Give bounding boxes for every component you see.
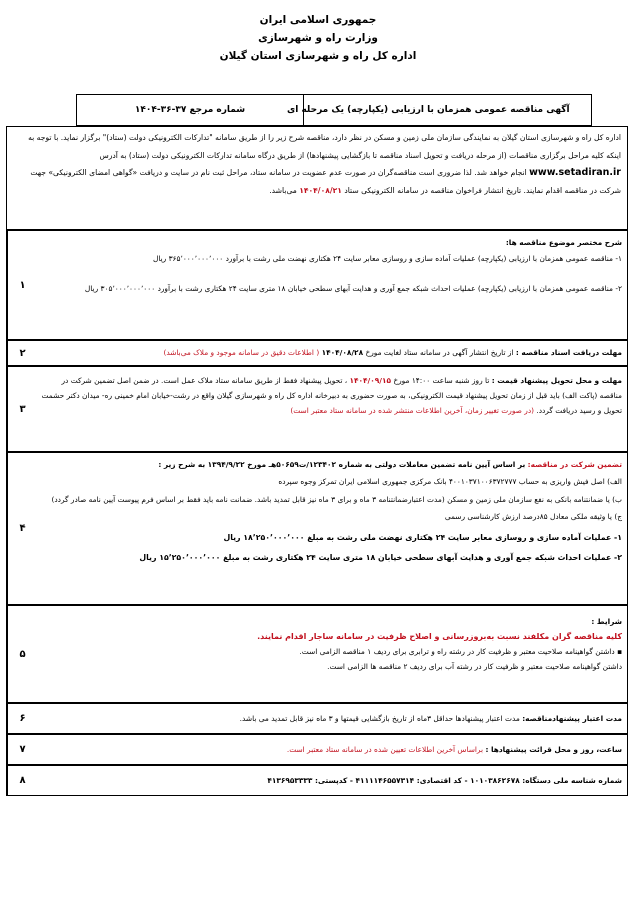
condition-1: داشتن گواهینامه صلاحیت معتبر و ظرفیت کار در رشته راه و ترابری برای ردیف ۱ مناقصه الزامی است. bbox=[299, 647, 615, 656]
publish-date: ۱۴۰۴/۰۸/۲۱ bbox=[299, 185, 342, 195]
row-number: ۷ bbox=[7, 735, 37, 764]
guarantee-amount-1: ۱- عملیات آماده سازی و روسازی معابر سایت ۲۴ هکتاری نهضت ملی رشت به مبلغ ۱۸٬۲۵۰٬۰۰۰٬۰۰۰ ریال bbox=[223, 533, 622, 542]
tender-item-2: ۲- مناقصه عمومی همزمان با ارزیابی (یکپارچه) عملیات احداث شبکه جمع آوری و هدایت آبهای سطحی خیابان ۱۸ متری سایت ۲۴ هکتاری رشت با برآورد ۳۰۵٬۰۰۰٬۰۰۰٬۰۰۰ ریال bbox=[84, 284, 622, 293]
row-3-text-2: ، تحویل پیشنهاد فقط از طریق سامانه ستاد ملاک عمل است. در ضمن اصل تضمین شرکت در مناقصه (پاکت الف) باید قبل از زمان تحویل پیشنهاد قیمت الکترونیکی، به صورت حضوری به دبیرخانه اداره کل راه و شهرسازی گیلان واقع در رشت-خیابان امام خمینی ره- میدان دکتر حشمت تحویل و رسید دریافت گردد. bbox=[41, 376, 622, 415]
row-number: ۱ bbox=[7, 231, 37, 339]
header-line-1: جمهوری اسلامی ایران bbox=[259, 14, 377, 26]
row-7-text: براساس آخرین اطلاعات تعیین شده در سامانه ستاد معتبر است. bbox=[286, 745, 484, 754]
row-4-heading-2: بر اساس آیین نامه تضمین معاملات دولتی به شماره ۱۲۳۴۰۲/ت۵۰۶۵۹هـ مورخ ۱۳۹۴/۹/۲۲ به شرح زیر : bbox=[158, 460, 526, 469]
row-5 bbox=[6, 605, 628, 703]
reference-number: شماره مرجع ۳۷-۳۶-۱۴۰۴ bbox=[134, 105, 246, 115]
row-2 bbox=[6, 340, 628, 366]
guarantee-amount-2: ۲- عملیات احداث شبکه جمع آوری و هدایت آبهای سطحی خیابان ۱۸ متری سایت ۲۴ هکتاری رشت به مبلغ ۱۵٬۲۵۰٬۰۰۰٬۰۰۰ ریال bbox=[139, 552, 622, 562]
row-5-heading: شرایط : bbox=[591, 617, 622, 626]
guarantee-option-b: ب) یا ضمانتنامه بانکی به نفع سازمان ملی زمین و مسکن (مدت اعتبارضمانتنامه ۳ ماه و برای ۳ ماه نیز قابل تمدید باشد. ضمانت نامه باید فقط بر اساس فرم پیوست آیین نامه صادر گردد) bbox=[51, 495, 622, 504]
row-number: ۸ bbox=[7, 766, 37, 795]
tender-item-1: ۱- مناقصه عمومی همزمان با ارزیابی (یکپارچه) عملیات آماده سازی و روسازی معابر سایت ۲۴ هکتاری نهضت ملی رشت با برآورد ۳۶۵٬۰۰۰٬۰۰۰٬۰۰۰ ریال bbox=[152, 254, 622, 263]
guarantee-option-c: ج) یا وثیقه ملکی معادل ۸۵درصد ارزش کارشناسی رسمی bbox=[444, 511, 622, 521]
row-2-note: ( اطلاعات دقیق در سامانه موجود و ملاک می‌باشد) bbox=[163, 348, 320, 357]
row-5-warning: کلیه مناقصه گران مکلفند نسبت به‌بروزرسانی و اصلاح ظرفیت در سامانه ساجار اقدام نمایند. bbox=[257, 632, 622, 641]
intro-box bbox=[6, 126, 628, 230]
row-7 bbox=[6, 734, 628, 765]
title-divider bbox=[303, 95, 304, 125]
row-2-text: از تاریخ انتشار آگهی در سامانه ستاد لغایت مورخ bbox=[365, 348, 514, 357]
condition-2: داشتن گواهینامه صلاحیت معتبر و ظرفیت کار در رشته آب برای ردیف ۲ مناقصه ها الزامی است. bbox=[327, 662, 622, 671]
row-4-heading: تضمین شرکت در مناقصه: bbox=[527, 460, 622, 469]
row-3-text-1: تا روز شنبه ساعت ۱۴:۰۰ مورخ bbox=[393, 376, 490, 385]
intro-part-2: انجام خواهد شد. لذا ضروری است مناقصه‌گران در صورت عدم عضویت در سامانه ستاد، مراحل ثبت نام در سایت و دریافت «گواهی امضای الکترونیکی» جهت شرکت در مناقصه اقدام نمایند. تاریخ انتشار فراخوان مناقصه در سامانه الکترونیکی ستاد bbox=[30, 168, 621, 195]
header-line-3: اداره کل راه و شهرسازی استان گیلان bbox=[219, 50, 417, 62]
row-3-note: (در صورت تغییر زمان، آخرین اطلاعات منتشر شده در سامانه ستاد معتبر است) bbox=[290, 406, 535, 415]
row-6-heading: مدت اعتبار پیشنهادمناقصه: bbox=[522, 714, 622, 723]
row-6 bbox=[6, 703, 628, 734]
row-1 bbox=[6, 230, 628, 340]
row-8 bbox=[6, 765, 628, 796]
row-number: ۲ bbox=[7, 341, 37, 365]
row-7-heading: ساعت، روز و محل قرائت پیشنهادها : bbox=[485, 745, 622, 754]
row-2-heading: مهلت دریافت اسناد مناقصه : bbox=[515, 348, 622, 357]
document-deadline: ۱۴۰۴/۰۸/۲۸ bbox=[321, 348, 364, 357]
setad-url[interactable]: www.setadiran.ir bbox=[529, 167, 621, 178]
row-8-text: شماره شناسه ملی دستگاه: ۱۰۱۰۳۸۶۲۶۷۸ - کد اقتصادی: ۴۱۱۱۱۴۶۵۵۷۳۱۴ - کدپستی: ۴۱۳۶۹۵۳۳۳۳ bbox=[267, 776, 622, 785]
intro-part-1: اداره کل راه و شهرسازی استان گیلان به نمایندگی سازمان ملی زمین و مسکن در نظر دارد، مناقصه شرح زیر را از طریق سامانه "تدارکات الکترونیکی دولت (ستاد)" برگزار نماید. با توجه به اینکه کلیه مراحل برگزاری مناقصات (از مرحله دریافت و تحویل اسناد مناقصه تا بازگشایی پیشنهادها) از طریق درگاه سامانه تدارکات الکترونیکی دولت (ستاد) به آدرس bbox=[28, 133, 621, 160]
row-3 bbox=[6, 366, 628, 452]
row-number: ۴ bbox=[7, 453, 37, 604]
row-3-heading: مهلت و محل تحویل پیشنهاد قیمت : bbox=[491, 376, 622, 385]
row-number: ۶ bbox=[7, 704, 37, 733]
guarantee-option-a: الف) اصل فیش واریزی به حساب ۴۰۰۱۰۳۷۱۰۰۶۳۷۲۷۷۷ بانک مرکزی جمهوری اسلامی ایران تمرکز وجوه سپرده bbox=[278, 476, 622, 486]
title-bar bbox=[76, 94, 592, 126]
row-6-text: مدت اعتبار پیشنهادها حداقل ۳ماه از تاریخ بازگشایی قیمتها و ۳ ماه نیز قابل تمدید می باشد. bbox=[239, 714, 520, 723]
row-1-heading: شرح مختصر موضوع مناقصه ها: bbox=[505, 238, 622, 247]
bullet-icon: ▪ bbox=[614, 647, 622, 656]
row-4 bbox=[6, 452, 628, 605]
header-line-2: وزارت راه و شهرسازی bbox=[258, 32, 378, 44]
row-number: ۳ bbox=[7, 367, 37, 451]
intro-text bbox=[13, 129, 621, 199]
intro-part-3: می‌باشد. bbox=[269, 185, 297, 195]
row-number: ۵ bbox=[7, 606, 37, 702]
notice-title: آگهی مناقصه عمومی همزمان با ارزیابی (یکپارچه) یک مرحله ای bbox=[287, 105, 570, 115]
bid-deadline: ۱۴۰۴/۰۹/۱۵ bbox=[349, 376, 391, 385]
